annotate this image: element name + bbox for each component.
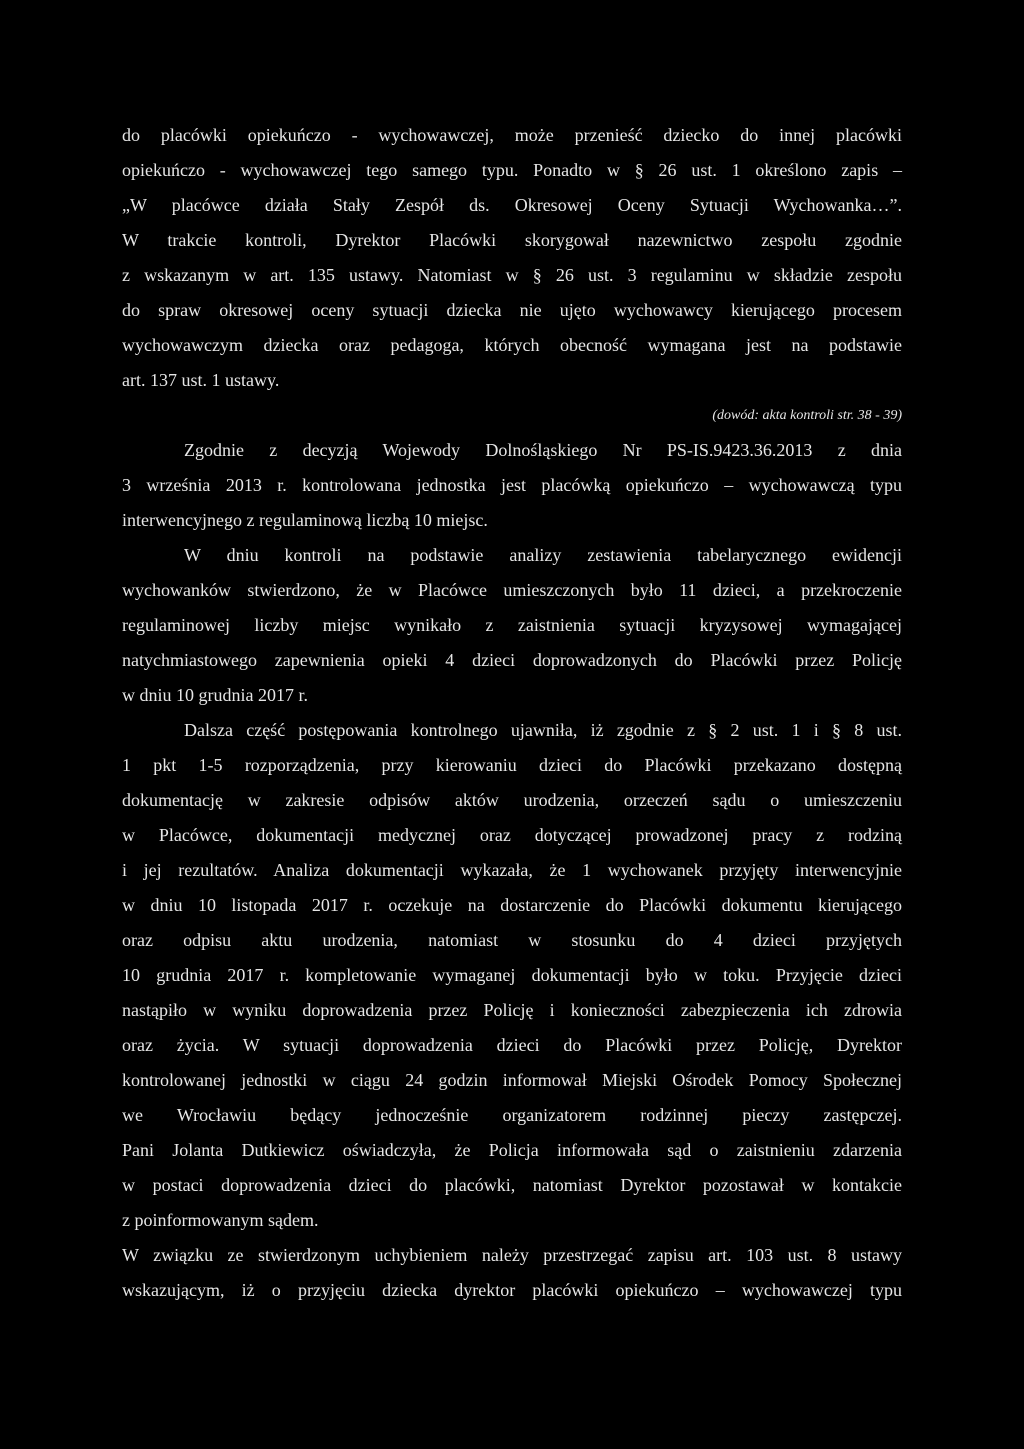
text-line: wychowanków stwierdzono, że w Placówce umieszczonych było 11 dzieci, a przekroczenie xyxy=(122,580,902,600)
text-line: z wskazanym w art. 135 ustawy. Natomiast w § 26 ust. 3 regulaminu w składzie zespołu xyxy=(122,265,902,285)
text-line: W związku ze stwierdzonym uchybieniem należy przestrzegać zapisu art. 103 ust. 8 ustawy xyxy=(122,1245,902,1265)
text-line: kontrolowanej jednostki w ciągu 24 godzin informował Miejski Ośrodek Pomocy Społecznej xyxy=(122,1070,902,1090)
text-line: oraz odpisu aktu urodzenia, natomiast w stosunku do 4 dzieci przyjętych xyxy=(122,930,902,950)
text-line: wskazującym, iż o przyjęciu dziecka dyrektor placówki opiekuńczo – wychowawczej typu xyxy=(122,1280,902,1300)
text-line: oraz życia. W sytuacji doprowadzenia dzieci do Placówki przez Policję, Dyrektor xyxy=(122,1035,902,1055)
text-line: nastąpiło w wyniku doprowadzenia przez Policję i konieczności zabezpieczenia ich zdrowia xyxy=(122,1000,902,1020)
text-line: „W placówce działa Stały Zespół ds. Okresowej Oceny Sytuacji Wychowanka…”. xyxy=(122,195,902,215)
text-line: 3 września 2013 r. kontrolowana jednostka jest placówką opiekuńczo – wychowawczą typu xyxy=(122,475,902,495)
document-page xyxy=(122,118,902,1308)
text-line: 1 pkt 1-5 rozporządzenia, przy kierowaniu dzieci do Placówki przekazano dostępną xyxy=(122,755,902,775)
text-line: art. 137 ust. 1 ustawy. xyxy=(122,370,280,390)
text-line: do spraw okresowej oceny sytuacji dziecka nie ujęto wychowawcy kierującego procesem xyxy=(122,300,902,320)
text-line: w dniu 10 listopada 2017 r. oczekuje na dostarczenie do Placówki dokumentu kierującego xyxy=(122,895,902,915)
evidence-reference: (dowód: akta kontroli str. 38 - 39) xyxy=(712,408,902,423)
text-line: interwencyjnego z regulaminową liczbą 10 miejsc. xyxy=(122,510,488,530)
text-line: W trakcie kontroli, Dyrektor Placówki skorygował nazewnictwo zespołu zgodnie xyxy=(122,230,902,250)
text-line: W dniu kontroli na podstawie analizy zestawienia tabelarycznego ewidencji xyxy=(184,545,902,565)
text-line: natychmiastowego zapewnienia opieki 4 dzieci doprowadzonych do Placówki przez Policję xyxy=(122,650,902,670)
text-line: i jej rezultatów. Analiza dokumentacji wykazała, że 1 wychowanek przyjęty interwencyjnie xyxy=(122,860,902,880)
text-line: regulaminowej liczby miejsc wynikało z zaistnienia sytuacji kryzysowej wymagającej xyxy=(122,615,902,635)
text-line: Dalsza część postępowania kontrolnego ujawniła, iż zgodnie z § 2 ust. 1 i § 8 ust. xyxy=(184,720,902,740)
text-line: dokumentację w zakresie odpisów aktów urodzenia, orzeczeń sądu o umieszczeniu xyxy=(122,790,902,810)
text-line: 10 grudnia 2017 r. kompletowanie wymaganej dokumentacji było w toku. Przyjęcie dzieci xyxy=(122,965,902,985)
text-line: wychowawczym dziecka oraz pedagoga, których obecność wymagana jest na podstawie xyxy=(122,335,902,355)
text-line: w dniu 10 grudnia 2017 r. xyxy=(122,685,308,705)
text-line: opiekuńczo - wychowawczej tego samego typu. Ponadto w § 26 ust. 1 określono zapis – xyxy=(122,160,902,180)
text-line: w Placówce, dokumentacji medycznej oraz dotyczącej prowadzonej pracy z rodziną xyxy=(122,825,902,845)
text-line: we Wrocławiu będący jednocześnie organizatorem rodzinnej pieczy zastępczej. xyxy=(122,1105,902,1125)
text-line: Zgodnie z decyzją Wojewody Dolnośląskiego Nr PS-IS.9423.36.2013 z dnia xyxy=(184,440,902,460)
text-line: do placówki opiekuńczo - wychowawczej, może przenieść dziecko do innej placówki xyxy=(122,125,902,145)
text-line: z poinformowanym sądem. xyxy=(122,1210,319,1230)
text-line: Pani Jolanta Dutkiewicz oświadczyła, że Policja informowała sąd o zaistnieniu zdarzenia xyxy=(122,1140,902,1160)
text-line: w postaci doprowadzenia dzieci do placówki, natomiast Dyrektor pozostawał w kontakcie xyxy=(122,1175,902,1195)
